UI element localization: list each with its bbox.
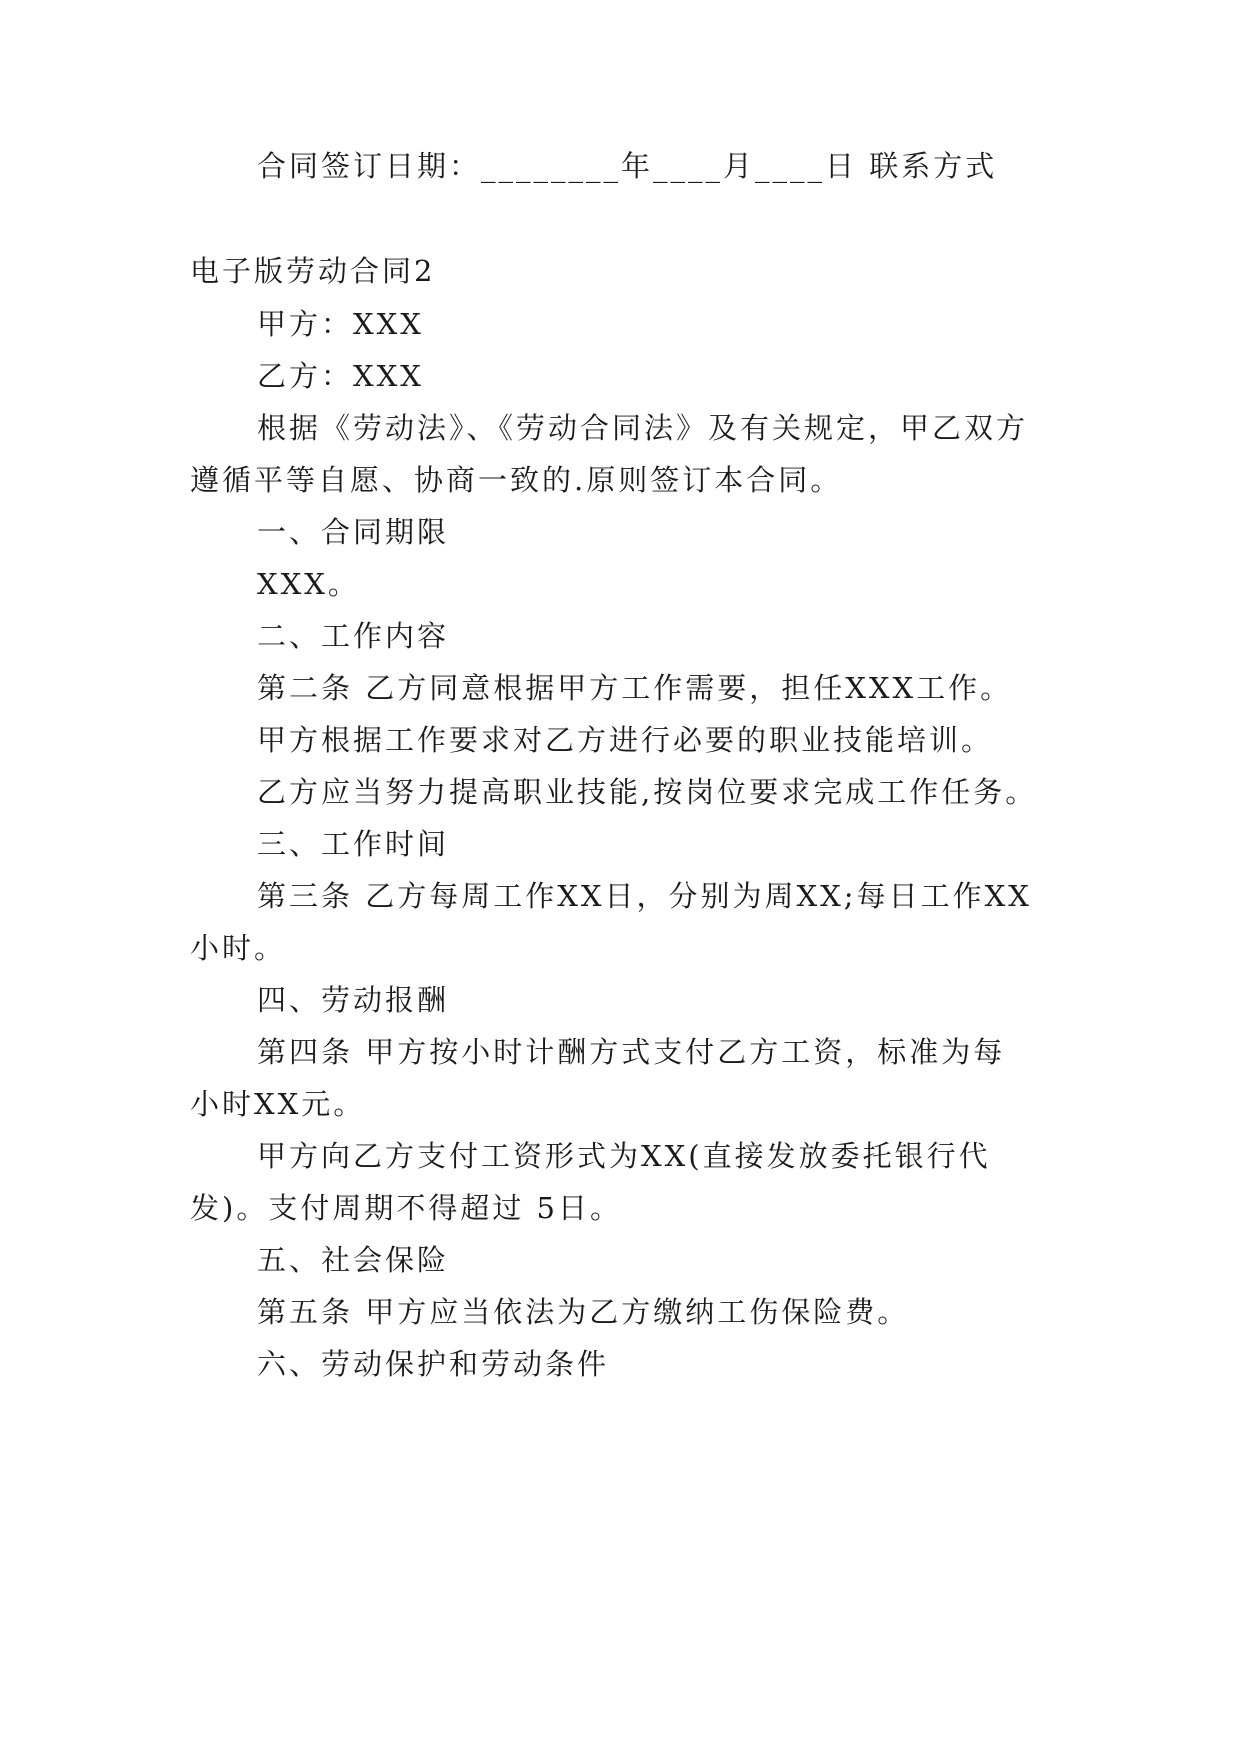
preamble-line-2: 遵循平等自愿、协商一致的.原则签订本合同。	[190, 463, 843, 497]
section-2-heading: 二、工作内容	[257, 619, 450, 653]
article-3-line-1: 第三条 乙方每周工作XX日，分别为周XX;每日工作XX	[257, 879, 1032, 913]
payment-line-2: 发)。支付周期不得超过 5日。	[190, 1191, 622, 1225]
section-1-text: XXX。	[257, 567, 360, 601]
article-2-line-2: 甲方根据工作要求对乙方进行必要的职业技能培训。	[257, 723, 994, 757]
signing-date-line: 合同签订日期：________年____月____日 联系方式	[257, 149, 998, 183]
party-a: 甲方：XXX	[257, 307, 424, 341]
section-5-heading: 五、社会保险	[257, 1243, 450, 1277]
article-2-line-3: 乙方应当努力提高职业技能,按岗位要求完成工作任务。	[257, 775, 1038, 809]
section-3-heading: 三、工作时间	[257, 827, 450, 861]
article-4-line-2: 小时XX元。	[190, 1087, 366, 1121]
document-title: 电子版劳动合同2	[190, 254, 436, 288]
article-5-line-1: 第五条 甲方应当依法为乙方缴纳工伤保险费。	[257, 1295, 910, 1329]
section-6-heading: 六、劳动保护和劳动条件	[257, 1347, 610, 1381]
payment-line-1: 甲方向乙方支付工资形式为XX(直接发放委托银行代	[257, 1139, 991, 1173]
article-2-line-1: 第二条 乙方同意根据甲方工作需要，担任XXX工作。	[257, 671, 1013, 705]
preamble-line-1: 根据《劳动法》、《劳动合同法》及有关规定，甲乙双方	[257, 411, 1029, 445]
article-3-line-2: 小时。	[190, 931, 287, 965]
section-1-heading: 一、合同期限	[257, 515, 450, 549]
section-4-heading: 四、劳动报酬	[257, 983, 450, 1017]
party-b: 乙方：XXX	[257, 359, 424, 393]
article-4-line-1: 第四条 甲方按小时计酬方式支付乙方工资，标准为每	[257, 1035, 1006, 1069]
